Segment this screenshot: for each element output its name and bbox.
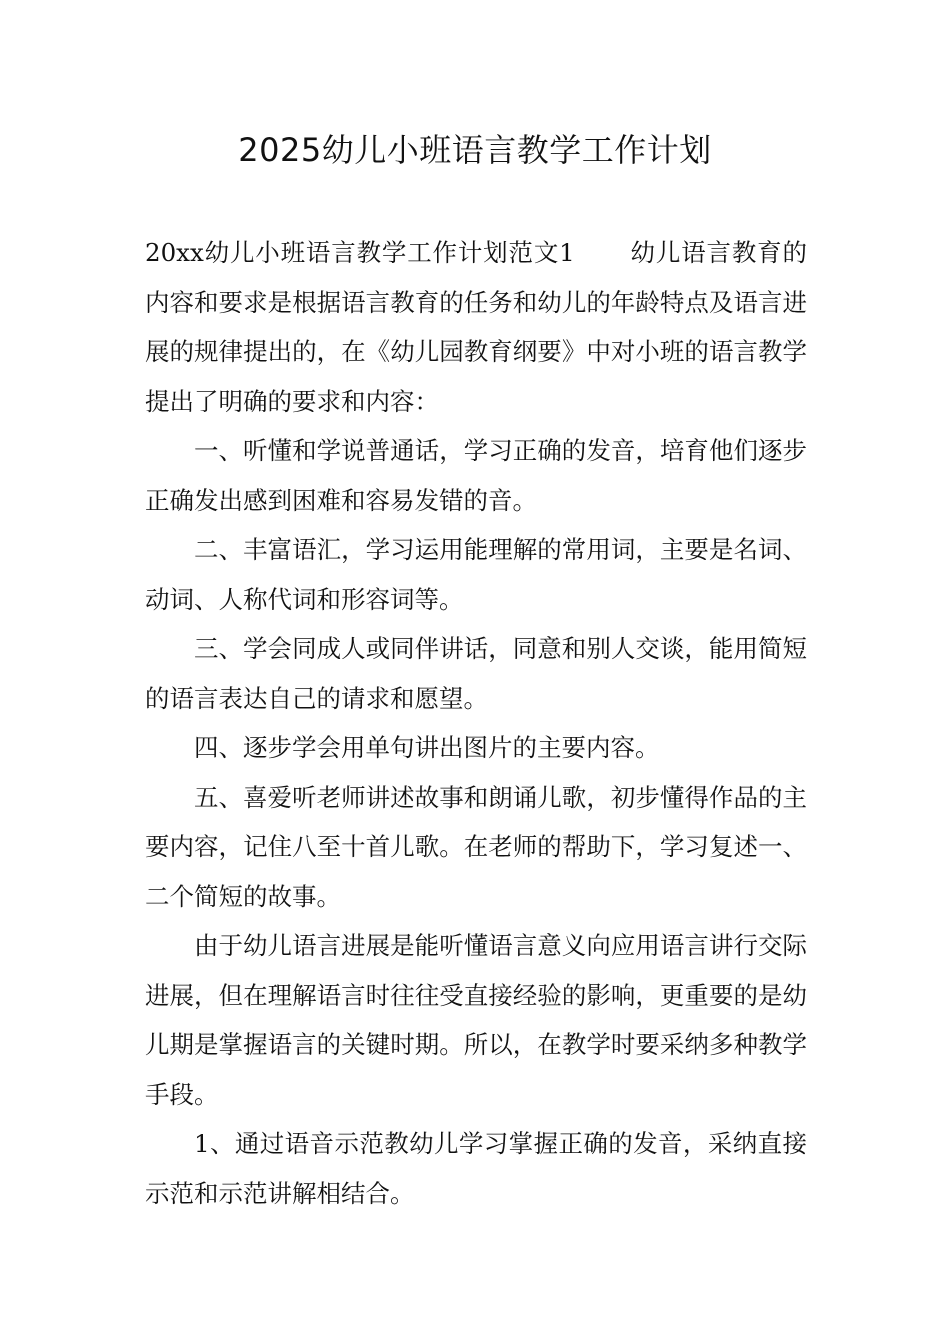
intro-text: 幼儿语言教育的内容和要求是根据语言教育的任务和幼儿的年龄特点及语言进展的规律提出的，在《幼儿园教育纲要》中对小班的语言教学提出了明确的要求和内容： (145, 238, 807, 416)
document-title: 2025幼儿小班语言教学工作计划 (238, 131, 712, 169)
paragraph-item-3: 三、学会同成人或同伴讲话，同意和别人交谈，能用简短的语言表达自己的请求和愿望。 (145, 634, 807, 713)
paragraph-item-1: 一、听懂和学说普通话，学习正确的发音，培育他们逐步正确发出感到困难和容易发错的音。 (145, 436, 807, 515)
intro-paragraph (145, 228, 807, 426)
paragraph-item-5: 五、喜爱听老师讲述故事和朗诵儿歌，初步懂得作品的主要内容，记住八至十首儿歌。在老师的帮助下，学习复述一、二个简短的故事。 (145, 782, 807, 911)
intro-heading: 20xx幼儿小班语言教学工作计划范文1 (145, 238, 575, 267)
paragraph-method-1: 1、通过语音示范教幼儿学习掌握正确的发音，采纳直接示范和示范讲解相结合。 (145, 1129, 807, 1208)
paragraph-item-4: 四、逐步学会用单句讲出图片的主要内容。 (194, 733, 660, 762)
paragraph-item-2: 二、丰富语汇，学习运用能理解的常用词，主要是名词、动词、人称代词和形容词等。 (145, 535, 807, 614)
document-body (145, 228, 807, 1218)
paragraph-method-intro: 由于幼儿语言进展是能听懂语言意义向应用语言讲行交际进展，但在理解语言时往往受直接经验的影响，更重要的是幼儿期是掌握语言的关键时期。所以，在教学时要采纳多种教学手段。 (145, 931, 807, 1109)
